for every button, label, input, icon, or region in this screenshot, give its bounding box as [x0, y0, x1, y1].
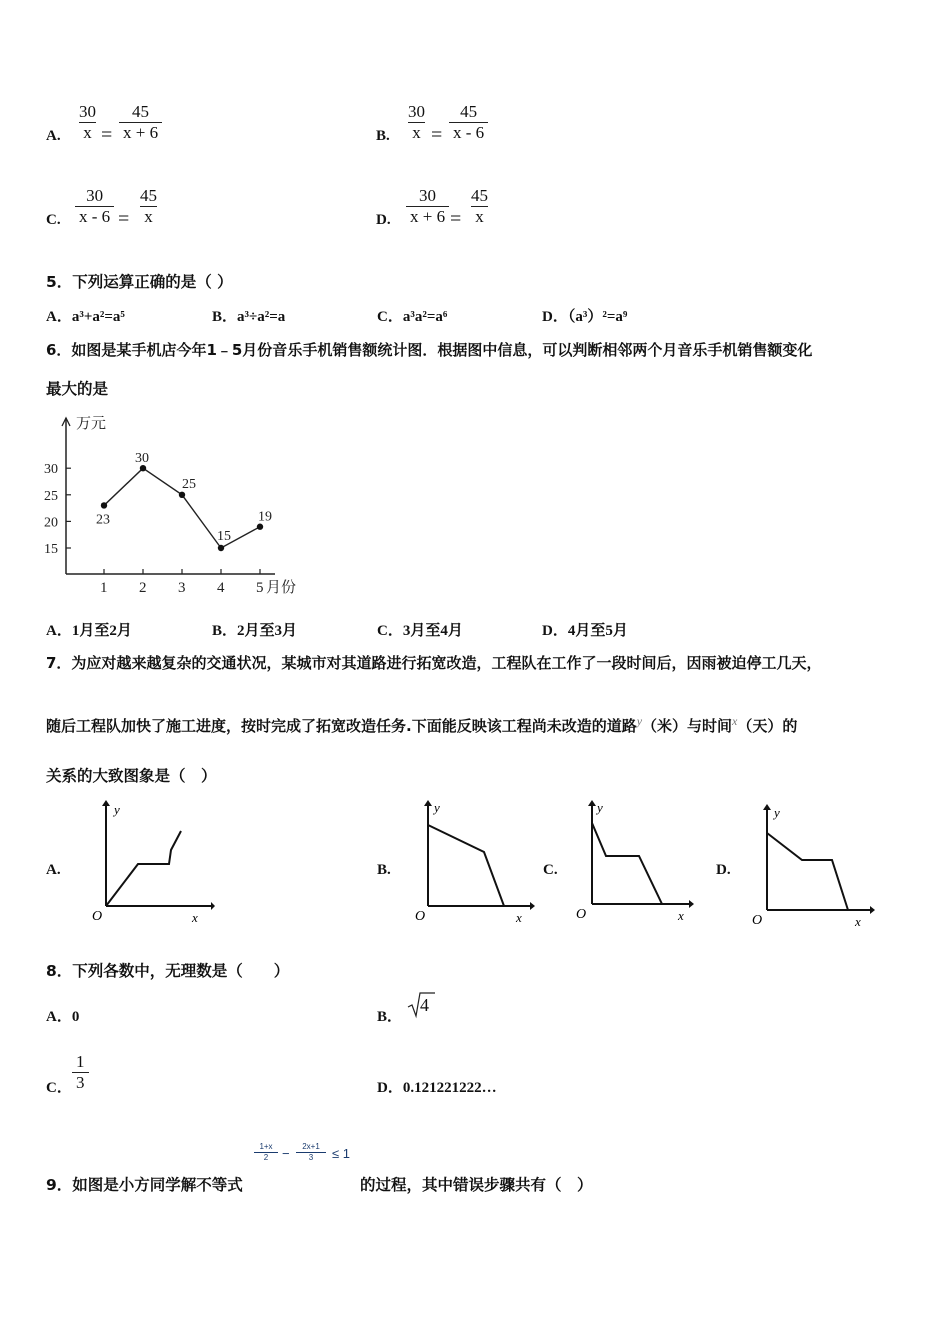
axis-y-label: y: [597, 800, 603, 815]
chart-data-label: 15: [217, 529, 231, 544]
equals-sign: =: [118, 208, 130, 230]
x-axis-arrow: [689, 900, 694, 908]
chart-y-tick-label: 25: [44, 488, 58, 504]
axis-x-label: x: [678, 908, 684, 923]
chart-y-label: 万元: [76, 416, 107, 432]
axis-x-label: x: [855, 914, 861, 929]
q5-option-a-text: a³+a²=a⁵: [71, 309, 125, 325]
x-axis-arrow: [530, 902, 535, 910]
q5-option-d-text: （a³）²=a⁹: [567, 309, 628, 325]
ineq-fraction-1: 1+x 2: [254, 1142, 278, 1163]
q8-option-c-fraction: $\frac{1}{3}$: [72, 1052, 89, 1093]
q7-option-a-label: A.: [46, 862, 61, 878]
q7-stem-line1: 7．为应对越来越复杂的交通状况，某城市对其道路进行拓宽改造，工程队在工作了一段时间后，因雨被迫停工几天，: [46, 654, 822, 672]
q9-stem-part2: 的过程，其中错误步骤共有（ ）: [360, 1176, 593, 1194]
y-axis-arrow: [102, 800, 110, 806]
origin-label: O: [415, 909, 426, 924]
var-x: x: [732, 714, 738, 728]
q4-c-right-fraction: $\frac{45}{x}$: [140, 186, 157, 226]
q4-d-right-fraction: $\frac{45}{x}$: [471, 186, 488, 226]
q4-option-d-label: D.: [376, 212, 391, 228]
chart-data-label: 25: [182, 476, 196, 492]
equals-sign: =: [450, 208, 462, 230]
q6-option-d[interactable]: D．4月至5月: [542, 623, 628, 639]
q6-option-a-text: 1月至2月: [71, 623, 132, 639]
q6-stem-line1: 6．如图是某手机店今年1﹣5月份音乐手机销售额统计图．根据图中信息，可以判断相邻两个月音乐手机销售额变化: [46, 341, 813, 359]
chart-x-label: 月份: [266, 580, 297, 596]
chart-data-point: [101, 502, 107, 508]
q8-option-d[interactable]: D．0.121221222…: [377, 1080, 497, 1096]
chart-data-point: [179, 492, 185, 498]
q7-graph-b: [412, 798, 537, 928]
q8-option-a[interactable]: A．0: [46, 1009, 80, 1025]
q4-option-a-label: A.: [46, 128, 61, 144]
minus-sign: −: [282, 1146, 290, 1161]
equals-sign: =: [101, 124, 113, 146]
axis-x-label: x: [516, 910, 522, 925]
y-axis-arrow: [588, 800, 596, 806]
q4-a-right-fraction: $\frac{45}{x + 6}$: [119, 102, 162, 143]
q6-option-c[interactable]: C．3月至4月: [377, 623, 463, 639]
q5-option-a[interactable]: A．a³+a²=a⁵: [46, 309, 125, 325]
chart-data-label: 23: [96, 512, 110, 528]
q5-option-b[interactable]: B．a³÷a²=a: [212, 309, 286, 325]
y-axis-arrow: [763, 804, 771, 810]
q7-option-c-label: C.: [543, 862, 558, 878]
axis-y-label: y: [114, 802, 120, 817]
axis-x-label: x: [192, 910, 198, 925]
chart-x-tick-label: 3: [178, 580, 186, 596]
q4-d-left-fraction: $\frac{30}{x + 6}$: [406, 186, 449, 227]
chart-y-tick-label: 20: [44, 515, 58, 531]
x-axis-arrow: [211, 902, 215, 910]
origin-label: O: [576, 907, 587, 922]
q6-option-d-text: 4月至5月: [567, 623, 628, 639]
chart-x-tick-label: 2: [139, 580, 147, 596]
q8-option-d-text: 0.121221222…: [402, 1080, 497, 1096]
graph-line: [106, 831, 181, 906]
q5-stem: 5．下列运算正确的是（ ）: [46, 273, 233, 291]
q5-option-c-text: a³a²=a⁶: [402, 309, 448, 325]
q4-option-b-label: B.: [376, 128, 390, 144]
origin-label: O: [92, 909, 103, 924]
x-axis-arrow: [870, 906, 875, 914]
q6-option-b-text: 2月至3月: [237, 623, 298, 639]
chart-data-point: [218, 545, 224, 551]
q4-a-left-fraction: $\frac{30}{x}$: [79, 102, 96, 142]
chart-x-tick-label: 4: [217, 580, 225, 596]
q5-option-c[interactable]: C．a³a²=a⁶: [377, 309, 448, 325]
q6-line-chart: [40, 410, 320, 610]
q8-option-b-radicand: 4: [420, 995, 429, 1015]
origin-label: O: [752, 913, 763, 928]
q4-c-left-fraction: $\frac{30}{x - 6}$: [75, 186, 114, 227]
q6-option-b[interactable]: B．2月至3月: [212, 623, 298, 639]
chart-y-tick-label: 15: [44, 542, 58, 557]
q5-option-d[interactable]: D．（a³）²=a⁹: [542, 309, 628, 325]
chart-data-label: 19: [258, 509, 272, 525]
axis-y-label: y: [434, 800, 440, 815]
q7-graph-c: [574, 798, 699, 928]
q9-inequality: [254, 1142, 364, 1172]
q6-stem-line2: 最大的是: [46, 380, 109, 398]
chart-x-tick-label: 5: [256, 580, 264, 596]
q8-option-a-text: 0: [71, 1009, 80, 1025]
chart-data-label: 30: [135, 451, 149, 467]
q7-option-b-label: B.: [377, 862, 391, 878]
q7-option-d-label: D.: [716, 862, 731, 878]
chart-x-tick-label: 1: [100, 580, 108, 596]
axis-y-label: y: [774, 805, 780, 820]
q7-stem-line2: 随后工程队加快了施工进度，按时完成了拓宽改造任务.下面能反映该工程尚未改造的道路$^y$（米）与时间$^x$（天）的: [46, 714, 798, 735]
q4-option-c-label: C.: [46, 212, 61, 228]
q8-option-b-label: B．: [377, 1009, 403, 1025]
q7-stem-line3: 关系的大致图象是（ ）: [46, 767, 217, 785]
equals-sign: =: [431, 124, 443, 146]
q5-option-b-text: a³÷a²=a: [237, 309, 286, 325]
ineq-fraction-2: 2x+1 3: [296, 1142, 326, 1163]
q7-graph-a: [86, 798, 216, 928]
q7-graph-d: [750, 800, 880, 930]
q6-option-c-text: 3月至4月: [402, 623, 463, 639]
q4-b-right-fraction: $\frac{45}{x - 6}$: [449, 102, 488, 143]
y-axis-arrow: [424, 800, 432, 806]
q4-b-left-fraction: $\frac{30}{x}$: [408, 102, 425, 142]
ineq-relation: ≤ 1: [332, 1146, 350, 1161]
graph-line: [767, 833, 848, 910]
var-y: y: [636, 714, 643, 728]
q6-option-a[interactable]: A．1月至2月: [46, 623, 132, 639]
q8-stem: 8．下列各数中，无理数是（ ）: [46, 962, 290, 980]
chart-y-tick-label: 30: [44, 462, 58, 478]
q9-stem-part1: 9．如图是小方同学解不等式: [46, 1176, 243, 1194]
q8-option-c-label: C．: [46, 1080, 72, 1096]
graph-line: [592, 823, 662, 904]
graph-line: [428, 825, 504, 906]
